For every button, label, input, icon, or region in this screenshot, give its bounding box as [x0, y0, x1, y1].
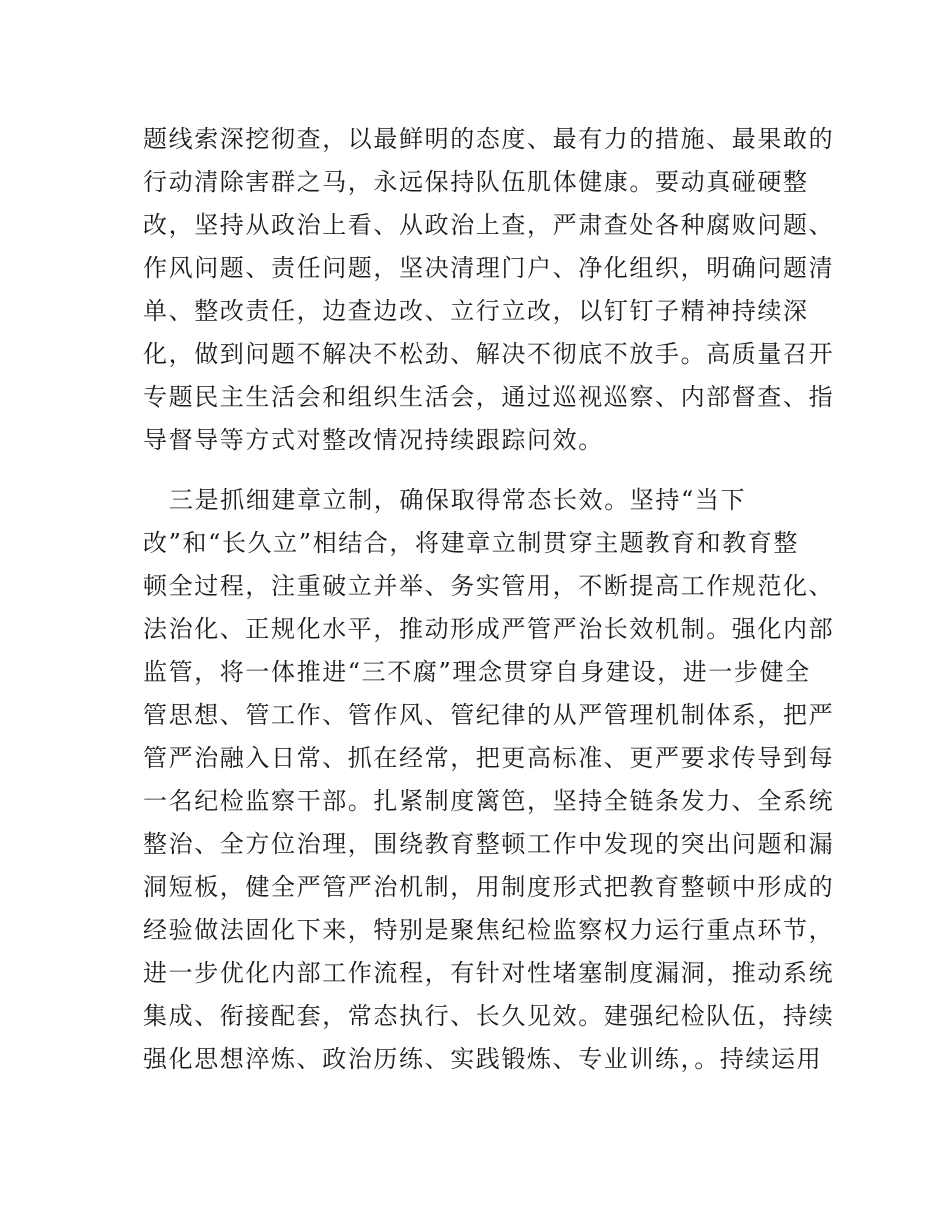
- paragraph-1: [143, 118, 835, 462]
- paragraph-line: 行动清除害群之马，永远保持队伍肌体健康。要动真碰硬整: [143, 168, 809, 196]
- paragraph-line: 化，做到问题不解决不松劲、解决不彻底不放手。高质量召开: [143, 340, 835, 368]
- document-body: [143, 118, 835, 1081]
- paragraph-line: 管思想、管工作、管作风、管纪律的从严管理机制体系，把严: [143, 701, 835, 729]
- paragraph-line: 管严治融入日常、抓在经常，把更高标准、更严要求传导到每: [143, 744, 835, 772]
- paragraph-line: 经验做法固化下来，特别是聚焦纪检监察权力运行重点环节，: [143, 916, 835, 944]
- paragraph-line: 整治、全方位治理，围绕教育整顿工作中发现的突出问题和漏: [143, 830, 835, 858]
- paragraph-line: 作风问题、责任问题，坚决清理门户、净化组织，明确问题清: [143, 254, 835, 282]
- paragraph-2: [143, 479, 835, 1081]
- paragraph-line: 改，坚持从政治上看、从政治上查，严肃查处各种腐败问题、: [143, 211, 835, 239]
- paragraph-line: 洞短板，健全严管严治机制，用制度形式把教育整顿中形成的: [143, 873, 835, 901]
- paragraph-line: 监管，将一体推进“三不腐”理念贯穿自身建设，进一步健全: [143, 658, 811, 686]
- paragraph-line: 法治化、正规化水平，推动形成严管严治长效机制。强化内部: [143, 615, 835, 643]
- paragraph-line: 题线索深挖彻查，以最鲜明的态度、最有力的措施、最果敢的: [143, 125, 835, 153]
- paragraph-line: 一名纪检监察干部。扎紧制度篱笆，坚持全链条发力、全系统: [143, 787, 835, 815]
- paragraph-line: 改”和“长久立”相结合，将建章立制贯穿主题教育和教育整: [143, 529, 800, 557]
- paragraph-line: 专题民主生活会和组织生活会，通过巡视巡察、内部督查、指: [143, 383, 835, 411]
- paragraph-line: 集成、衔接配套，常态执行、长久见效。建强纪检队伍，持续: [143, 1002, 835, 1030]
- paragraph-first-line: 三是抓细建章立制，确保取得常态长效。坚持“当下: [169, 486, 747, 514]
- paragraph-line: 强化思想淬炼、政治历练、实践锻炼、专业训练，。持续运用: [143, 1045, 823, 1073]
- paragraph-line: 单、整改责任，边查边改、立行立改，以钉钉子精神持续深: [143, 297, 809, 325]
- paragraph-line: 顿全过程，注重破立并举、务实管用，不断提高工作规范化、: [143, 572, 835, 600]
- paragraph-line: 导督导等方式对整改情况持续跟踪问效。: [143, 426, 604, 454]
- paragraph-spacer: [143, 462, 811, 479]
- paragraph-line: 进一步优化内部工作流程，有针对性堵塞制度漏洞，推动系统: [143, 959, 835, 987]
